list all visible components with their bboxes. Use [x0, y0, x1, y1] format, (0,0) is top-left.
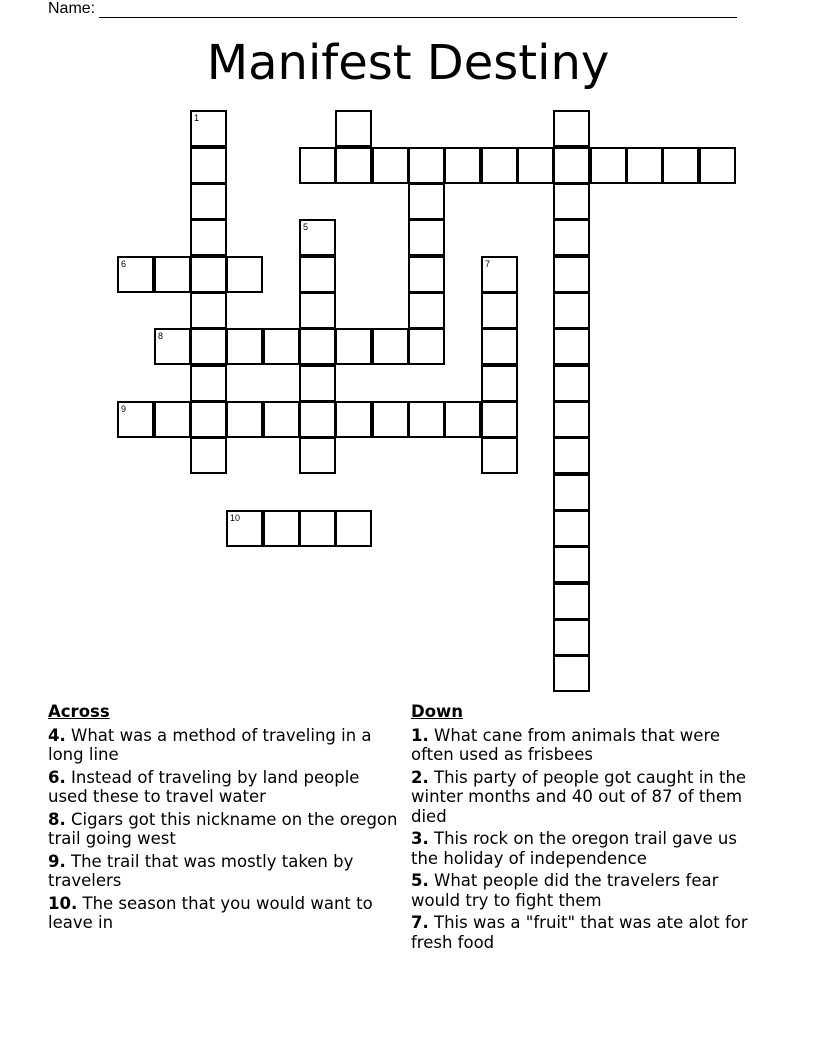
grid-cell[interactable] — [408, 219, 445, 256]
grid-cell[interactable] — [299, 510, 336, 547]
grid-cell[interactable] — [553, 510, 590, 547]
grid-cell[interactable] — [481, 292, 518, 329]
grid-cell[interactable] — [190, 401, 227, 438]
grid-cell[interactable] — [190, 365, 227, 402]
grid-cell[interactable] — [299, 328, 336, 365]
grid-cell[interactable] — [662, 147, 699, 184]
grid-cell[interactable] — [226, 328, 263, 365]
cell-number: 6 — [121, 259, 127, 269]
grid-cell[interactable] — [190, 437, 227, 474]
grid-cell[interactable] — [372, 147, 409, 184]
grid-cell[interactable] — [481, 401, 518, 438]
cell-number: 8 — [158, 331, 164, 341]
grid-cell[interactable] — [553, 401, 590, 438]
grid-cell[interactable] — [154, 256, 191, 293]
across-clue: 8. Cigars got this nickname on the oregon trail going west — [48, 809, 398, 848]
page-title: Manifest Destiny — [206, 35, 610, 91]
name-label: Name: — [48, 0, 96, 17]
grid-cell[interactable] — [190, 292, 227, 329]
grid-cell[interactable] — [553, 256, 590, 293]
grid-cell[interactable] — [372, 401, 409, 438]
grid-cell[interactable] — [481, 365, 518, 402]
grid-cell[interactable] — [226, 401, 263, 438]
grid-cell[interactable] — [335, 147, 372, 184]
cell-number: 7 — [485, 259, 491, 269]
grid-cell[interactable] — [226, 510, 263, 547]
cell-number: 9 — [121, 404, 127, 414]
cell-number: 5 — [303, 222, 309, 232]
grid-cell[interactable] — [299, 147, 336, 184]
across-heading: Across — [48, 702, 110, 721]
grid-cell[interactable] — [117, 256, 154, 293]
down-clue: 7. This was a "fruit" that was ate alot for fresh food — [411, 913, 748, 952]
grid-cell[interactable] — [190, 219, 227, 256]
grid-cell[interactable] — [408, 401, 445, 438]
grid-cell[interactable] — [699, 147, 736, 184]
grid-cell[interactable] — [553, 619, 590, 656]
grid-cell[interactable] — [154, 328, 191, 365]
grid-cell[interactable] — [263, 328, 300, 365]
cell-number: 10 — [230, 513, 241, 523]
grid-cell[interactable] — [408, 183, 445, 220]
grid-cell[interactable] — [190, 110, 227, 147]
down-heading: Down — [411, 702, 464, 721]
across-clue: 10. The season that you would want to leave in — [48, 893, 373, 932]
down-clue: 3. This rock on the oregon trail gave us the holiday of independence — [411, 829, 737, 868]
down-clue: 1. What cane from animals that were often used as frisbees — [411, 725, 721, 764]
grid-cell[interactable] — [481, 147, 518, 184]
grid-cell[interactable] — [553, 183, 590, 220]
grid-cell[interactable] — [263, 401, 300, 438]
cell-number: 1 — [194, 113, 200, 123]
grid-cell[interactable] — [299, 256, 336, 293]
grid-cell[interactable] — [553, 655, 590, 692]
grid-cell[interactable] — [408, 147, 445, 184]
down-clue: 2. This party of people got caught in the winter months and 40 out of 87 of them died — [411, 767, 747, 826]
grid-cell[interactable] — [299, 365, 336, 402]
grid-cell[interactable] — [553, 437, 590, 474]
grid-cell[interactable] — [335, 110, 372, 147]
grid-cell[interactable] — [226, 256, 263, 293]
grid-cell[interactable] — [553, 219, 590, 256]
grid-cell[interactable] — [408, 292, 445, 329]
grid-cell[interactable] — [553, 583, 590, 620]
across-clue: 4. What was a method of traveling in a long line — [48, 725, 372, 764]
grid-cell[interactable] — [444, 147, 481, 184]
grid-cell[interactable] — [553, 147, 590, 184]
across-clue: 9. The trail that was mostly taken by travelers — [48, 851, 354, 890]
grid-cell[interactable] — [408, 256, 445, 293]
grid-cell[interactable] — [190, 256, 227, 293]
grid-cell[interactable] — [299, 292, 336, 329]
grid-cell[interactable] — [481, 437, 518, 474]
grid-cell[interactable] — [553, 292, 590, 329]
grid-cell[interactable] — [190, 328, 227, 365]
grid-cell[interactable] — [190, 147, 227, 184]
grid-cell[interactable] — [517, 147, 554, 184]
grid-cell[interactable] — [299, 401, 336, 438]
grid-cell[interactable] — [299, 437, 336, 474]
grid-cell[interactable] — [553, 365, 590, 402]
grid-cell[interactable] — [553, 328, 590, 365]
grid-cell[interactable] — [335, 510, 372, 547]
grid-cell[interactable] — [408, 328, 445, 365]
grid-cell[interactable] — [299, 219, 336, 256]
grid-cell[interactable] — [444, 401, 481, 438]
grid-cell[interactable] — [553, 474, 590, 511]
grid-cell[interactable] — [553, 546, 590, 583]
grid-cell[interactable] — [372, 328, 409, 365]
grid-cell[interactable] — [335, 328, 372, 365]
across-clues — [48, 702, 402, 936]
grid-cell[interactable] — [117, 401, 154, 438]
grid-cell[interactable] — [190, 183, 227, 220]
grid-cell[interactable] — [154, 401, 191, 438]
across-clue: 6. Instead of traveling by land people used these to travel water — [48, 767, 360, 806]
grid-cell[interactable] — [553, 110, 590, 147]
grid-cell[interactable] — [626, 147, 663, 184]
down-clue: 5. What people did the travelers fear would try to fight them — [411, 871, 719, 910]
grid-cell[interactable] — [481, 328, 518, 365]
grid-cell[interactable] — [263, 510, 300, 547]
down-clues — [411, 702, 765, 955]
grid-cell[interactable] — [590, 147, 627, 184]
grid-cell[interactable] — [481, 256, 518, 293]
grid-cell[interactable] — [335, 401, 372, 438]
